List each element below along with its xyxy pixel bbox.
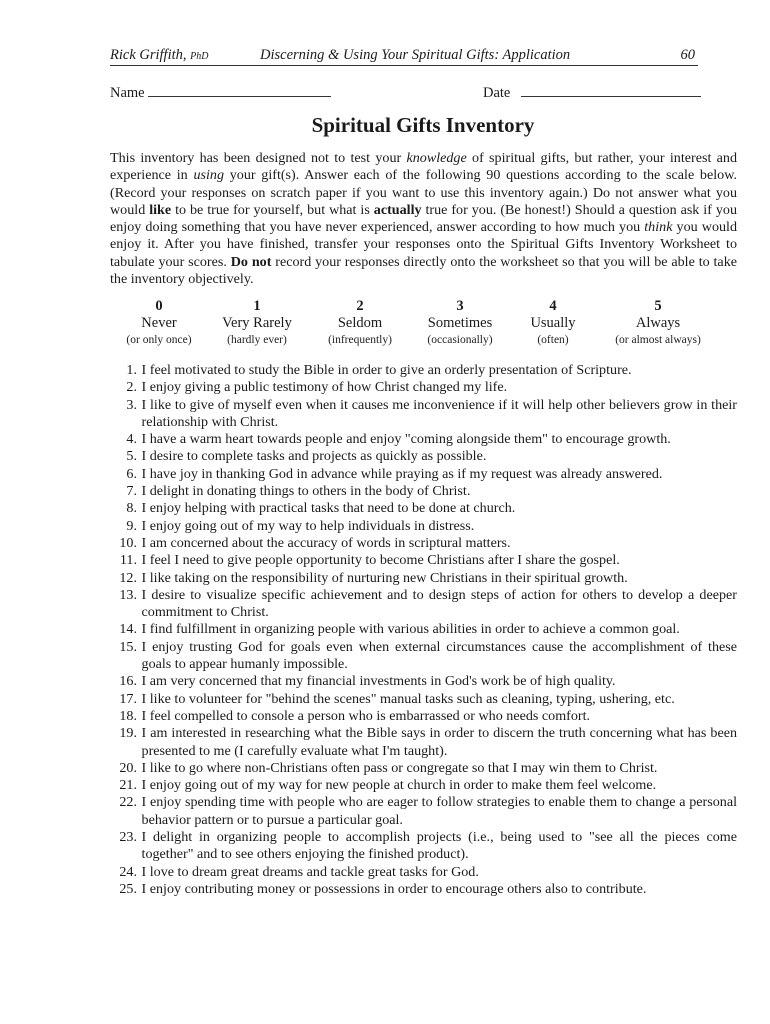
question-text: I am interested in researching what the Bible says in order to discern the truth concerning what has been presented to me (I carefully evaluate what I'm taught). — [141, 725, 737, 759]
intro-em-knowledge: knowledge — [406, 150, 467, 166]
question-item — [110, 431, 737, 448]
scale-option-5 — [615, 298, 701, 349]
question-text: I feel compelled to console a person who is embarrassed or who needs comfort. — [141, 707, 591, 724]
question-number: 19. — [119, 725, 137, 742]
intro-strong-like: like — [149, 201, 172, 218]
question-number: 10. — [119, 534, 137, 551]
scale-label: Usually — [530, 315, 576, 331]
question-item — [110, 794, 737, 829]
author-degree: PhD — [190, 51, 209, 62]
name-label: Name — [110, 85, 145, 101]
question-item — [110, 570, 737, 587]
date-blank[interactable] — [521, 82, 701, 97]
question-item — [110, 621, 737, 638]
question-number: 23. — [119, 829, 137, 846]
intro-text-3: your gift(s). Answer each of the following 90 questions according to the scale below. (Record your responses on scratch paper if you want to use this inventory again.) Do not answer what you would — [110, 167, 737, 218]
question-item — [110, 864, 737, 881]
scale-label: Never — [141, 315, 177, 331]
question-text: I desire to visualize specific achievement and to design steps of action for others to develop a deeper commitment to Christ. — [141, 586, 737, 621]
question-number: 3. — [126, 396, 137, 413]
scale-label: Very Rarely — [222, 315, 292, 331]
question-item — [110, 673, 737, 690]
question-item — [110, 362, 737, 379]
header-title: Discerning & Using Your Spiritual Gifts: Application — [260, 47, 571, 63]
question-item — [110, 448, 737, 465]
scale-value: 1 — [253, 298, 261, 314]
intro-text-5: true for you. (Be honest!) Should a question ask if you enjoy doing something that you have never experienced, answer according to how much you — [110, 201, 737, 236]
intro-em-think: think — [644, 219, 673, 236]
question-number: 20. — [119, 759, 137, 776]
question-number: 15. — [119, 638, 137, 655]
question-list — [110, 362, 737, 898]
scale-option-4 — [530, 298, 575, 349]
scale-value: 5 — [654, 298, 662, 314]
question-item — [110, 881, 737, 898]
question-number: 13. — [119, 586, 137, 603]
date-field — [483, 82, 701, 102]
intro-text-2: of spiritual gifts, but rather, your interest and experience in — [110, 150, 737, 184]
question-item — [110, 587, 737, 622]
question-text: I like taking on the responsibility of nurturing new Christians in their spiritual growth. — [141, 569, 628, 586]
question-number: 12. — [119, 569, 137, 586]
question-item — [110, 483, 737, 500]
question-number: 7. — [126, 483, 137, 500]
question-item — [110, 829, 737, 864]
question-item — [110, 777, 737, 794]
question-item — [110, 639, 737, 674]
scale-note: (or almost always) — [615, 334, 701, 346]
question-number: 4. — [126, 431, 137, 448]
question-text: I like to volunteer for "behind the scenes" manual tasks such as cleaning, typing, ushering, etc. — [141, 690, 675, 707]
question-item — [110, 691, 737, 708]
question-text: I am very concerned that my financial investments in God's work be of high quality. — [141, 673, 616, 690]
question-text: I love to dream great dreams and tackle great tasks for God. — [141, 863, 479, 880]
intro-text-6: you would enjoy it. After you have finished, transfer your responses onto the Spiritual Gifts Inventory Worksheet to tabulate your scores. — [110, 219, 737, 270]
question-text: I feel I need to give people opportunity to become Christians after I share the gospel. — [141, 552, 620, 569]
question-item — [110, 500, 737, 517]
question-number: 21. — [119, 777, 137, 794]
author-name: Rick Griffith, — [110, 47, 187, 63]
scale-note: (often) — [537, 334, 569, 346]
scale-label: Seldom — [337, 315, 383, 331]
question-item — [110, 708, 737, 725]
question-item — [110, 760, 737, 777]
question-item — [110, 397, 737, 432]
question-text: I like to go where non-Christians often pass or congregate so that I may win them to Christ. — [141, 759, 658, 776]
page-title: Spiritual Gifts Inventory — [311, 113, 535, 137]
question-text: I enjoy trusting God for goals even when external circumstances cause the accomplishment of these goals to appear humanly impossible. — [141, 638, 737, 673]
question-number: 17. — [119, 690, 137, 707]
question-text: I enjoy helping with practical tasks that need to be done at church. — [141, 500, 516, 517]
question-number: 16. — [119, 673, 137, 690]
question-number: 8. — [126, 500, 137, 517]
question-text: I am concerned about the accuracy of words in scriptural matters. — [141, 534, 511, 551]
question-item — [110, 466, 737, 483]
scale-label: Sometimes — [427, 315, 493, 331]
question-text: I delight in organizing people to accomplish projects (i.e., being used to "see all the pieces come together" and to see others enjoying the finished product). — [141, 829, 737, 863]
intro-strong-do-not: Do not — [230, 253, 272, 270]
scale-option-3 — [427, 298, 492, 349]
scale-note: (hardly ever) — [227, 334, 287, 346]
question-text: I delight in donating things to others in the body of Christ. — [141, 483, 471, 500]
intro-text-7: record your responses directly onto the worksheet so that you will be able to take the inventory objectively. — [110, 253, 737, 288]
scale-option-0 — [126, 298, 191, 349]
question-item — [110, 725, 737, 760]
question-item — [110, 379, 737, 396]
scale-option-2 — [328, 298, 392, 349]
question-number: 25. — [119, 880, 137, 897]
scale-label: Always — [635, 315, 681, 331]
question-number: 18. — [119, 707, 137, 724]
scale-value: 2 — [356, 298, 364, 314]
question-number: 24. — [119, 863, 137, 880]
scale-option-1 — [222, 298, 292, 349]
question-text: I have joy in thanking God in advance while praying as if my request was already answered. — [141, 465, 663, 482]
question-text: I like to give of myself even when it causes me inconvenience if it will help other believers grow in their relationship with Christ. — [141, 396, 737, 430]
question-text: I find fulfillment in organizing people with various abilities in order to achieve a common goal. — [141, 621, 680, 638]
question-item — [110, 535, 737, 552]
name-field — [110, 82, 331, 102]
question-text: I enjoy going out of my way for new people at church in order to make them feel welcome. — [141, 777, 657, 794]
question-text: I have a warm heart towards people and enjoy "coming alongside them" to encourage growth. — [141, 431, 671, 448]
question-number: 14. — [119, 621, 137, 638]
intro-em-using: using — [193, 167, 224, 184]
scale-value: 4 — [549, 298, 557, 314]
question-item — [110, 552, 737, 569]
question-text: I desire to complete tasks and projects as quickly as possible. — [141, 448, 487, 465]
question-number: 5. — [126, 448, 137, 465]
intro-text-1: This inventory has been designed not to test your — [110, 150, 407, 166]
running-header — [110, 47, 698, 66]
question-number: 22. — [119, 794, 137, 811]
intro-strong-actually: actually — [373, 201, 422, 218]
scale-value: 3 — [456, 298, 464, 314]
question-text: I feel motivated to study the Bible in order to give an orderly presentation of Scripture. — [141, 362, 632, 378]
intro-paragraph — [110, 150, 737, 288]
question-text: I enjoy going out of my way to help individuals in distress. — [141, 517, 475, 534]
scale-note: (or only once) — [126, 334, 192, 346]
scale-note: (infrequently) — [328, 334, 392, 346]
header-author — [110, 47, 208, 64]
date-label: Date — [483, 85, 511, 101]
question-number: 2. — [126, 379, 137, 396]
question-item — [110, 518, 737, 535]
scale-value: 0 — [155, 298, 163, 314]
question-number: 11. — [119, 552, 137, 569]
question-text: I enjoy spending time with people who are eager to follow strategies to enable them to change a personal behavior pattern or to pursue a particular goal. — [141, 794, 737, 828]
question-text: I enjoy giving a public testimony of how Christ changed my life. — [141, 379, 508, 396]
question-number: 6. — [126, 465, 137, 482]
question-number: 1. — [126, 362, 137, 378]
name-blank[interactable] — [148, 82, 331, 97]
intro-text-4: to be true for yourself, but what is — [171, 201, 374, 218]
question-text: I enjoy contributing money or possessions in order to encourage others also to contribute. — [141, 880, 647, 897]
scale-note: (occasionally) — [427, 334, 493, 346]
page-number: 60 — [680, 47, 695, 63]
question-number: 9. — [126, 517, 137, 534]
